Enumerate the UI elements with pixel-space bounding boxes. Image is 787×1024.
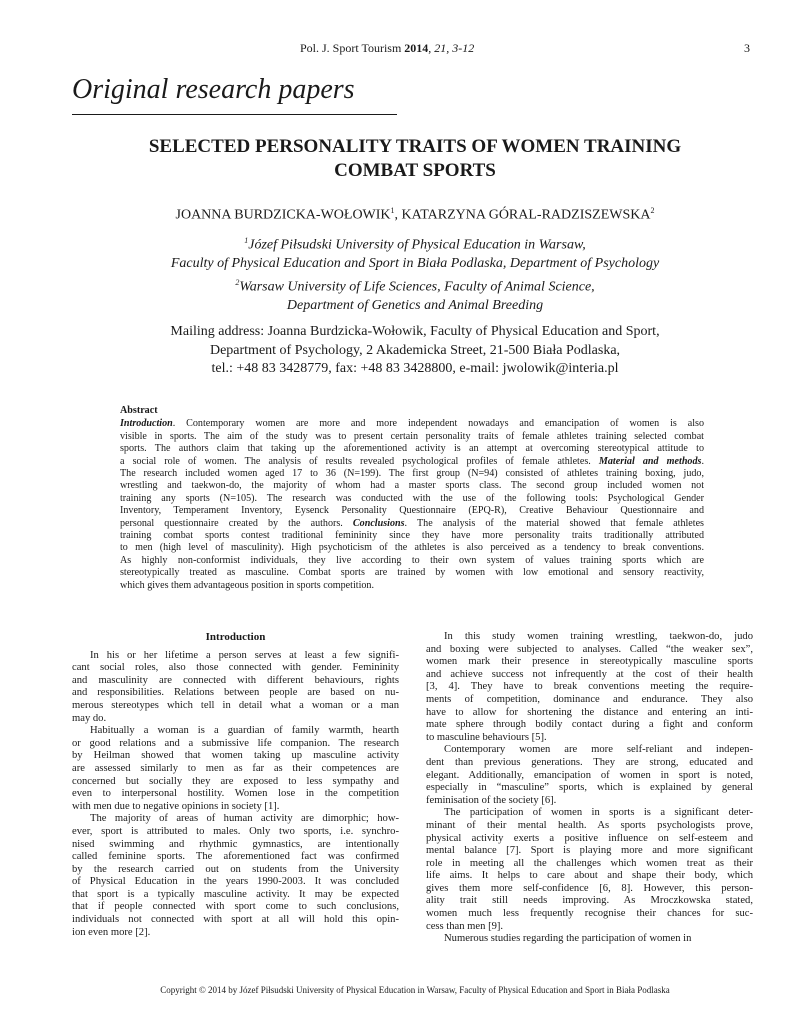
mailing-line: Mailing address: Joanna Burdzicka-Wołowik, Faculty of Physical Education and Sport, [170,324,660,339]
affiliation-mark: 2 [235,277,240,287]
abstract-label-introduction: Introduction [120,418,173,430]
text-line: are assessed similarly to men as far as their competences are [72,762,399,774]
journal-volume: 21, 3-12 [434,41,475,55]
abstract-label-methods: Material and methods [598,455,702,467]
text-line: In his or her lifetime a person serves at least a few signifi- [90,649,399,661]
affiliation-text: Józef Piłsudski University of Physical Education in Warsaw, [248,237,586,253]
text-line: by the research carried out on students from the University [72,863,399,875]
abstract-line: training combat sports contest traditional femininity since they have more personality traits traditionally attributed [120,530,704,542]
author-2: KATARZYNA GÓRAL-RADZISZEWSKA [401,207,651,223]
text-line: physical activity exerts a positive influence on self-esteem and [426,832,753,844]
paragraph [72,725,399,813]
text-line: The majority of areas of human activity are dimorphic; how- [90,813,399,825]
abstract-line: sports. The authors claim that taking up the aforementioned activity is an attempt at overcoming stereotypical attitude to [120,443,704,455]
text-line: or good relations and a submissive life companion. The research [72,737,399,749]
author-separator: , [394,207,402,223]
section-divider [72,114,397,115]
text-line: women mark their presence in stereotypically masculine sports [426,656,753,668]
abstract [120,405,704,592]
text-line: cant social roles, also those connected with gender. Femininity [72,662,399,674]
abstract-line: Inventory, Temperament Inventory, Eysenck Personality Questionnaire (EPQ-R), Creative Behaviour Questionnaire and [120,505,704,517]
abstract-line [120,418,704,430]
introduction-heading: Introduction [205,631,266,643]
text-line: called feminine sports. The aforementioned fact was confirmed [72,851,399,863]
abstract-line: The research included women aged 17 to 36 (N=199). The first group (N=94) consisted of athletes training boxing, judo, [120,468,704,480]
body-column-right [426,631,753,946]
text-line: with men due to negative opinions in society [1]. [72,800,280,812]
journal-year: 2014 [404,41,429,55]
affiliations [72,232,758,315]
text-line: mate sphere through bodily contact during a fight and conform [426,719,753,731]
text-line: life aims. It helps to care about and shape their body, which [426,870,753,882]
paragraph [426,807,753,933]
text-line: ion even more [2]. [72,926,151,938]
abstract-line [120,518,704,530]
abstract-text: . The analysis of the material showed that female athletes [404,517,704,529]
abstract-line: stereotypically treated as masculine. Combat sports are trained by women with low emotional and sensory reactivity, [120,567,704,579]
paragraph [426,744,753,807]
abstract-heading: Abstract [120,405,158,416]
text-line: feminisation of the society [6]. [426,794,557,806]
text-line: ments of competition, dominance and endurance. They also [426,693,753,705]
paragraph [72,813,399,939]
text-line: and boxing were subjected to analyses. Called “the weaker sex”, [426,643,753,655]
affiliation-text: Department of Genetics and Animal Breeding [286,297,544,313]
text-line: and responsibilities. Relations between people are based on nu- [72,687,399,699]
abstract-line: wrestling and taekwon-do, the majority of whom had a master sports class. The second group included women not [120,480,704,492]
journal-reference [300,41,474,56]
text-line: Numerous studies regarding the participation of women in [444,933,692,945]
abstract-line: which gives them advantageous position in sports competition. [120,579,374,591]
text-line: role in meeting all the challenges which women treat as their [426,857,753,869]
text-line: concerned but socially they are exposed to less sympathy and [72,775,399,787]
text-line: ever, sport is attributed to males. Only two sports, i.e. synchro- [72,825,399,837]
affiliation-line [72,297,758,316]
affiliation-mark: 1 [244,236,249,245]
text-line: nised swimming and rhythmic gymnastics, are intentionally [72,838,399,850]
text-line: have to allow for shortening the distance and entering an inti- [426,706,753,718]
paragraph [426,933,753,946]
text-line: and achieve success not infrequently at the cost of their health [426,668,753,680]
paper-title [72,135,758,183]
affiliation-line [72,232,758,255]
text-line: In this study women training wrestling, taekwon-do, judo [444,631,753,642]
text-line: women much less frequently recognise their chances for suc- [426,908,753,920]
mailing-line: Department of Psychology, 2 Akademicka Street, 21-500 Biała Podlaska, [209,342,621,358]
text-line: Habitually a woman is a guardian of family warmth, hearth [90,725,399,737]
text-line: especially in “masculine” sports, which is explained by general [426,782,753,794]
abstract-line [120,456,704,468]
title-line-2: COMBAT SPORTS [334,160,496,181]
text-line: may do. [72,712,107,724]
abstract-text: . [701,455,704,467]
author-1-affiliation-mark: 1 [390,206,395,215]
text-line: minant of their mental health. As sports psychologists prove, [426,819,753,831]
text-line: The participation of women in sports is a significant deter- [444,807,753,819]
abstract-line: visible in sports. The aim of the study was to present certain personality traits of female athletes training selected combat [120,430,704,442]
affiliation-text: Warsaw University of Life Sciences, Faculty of Animal Science, [239,279,595,295]
text-line: elegant. Additionally, emancipation of women in sport is noted, [426,769,753,781]
paragraph [72,650,399,726]
author-2-affiliation-mark: 2 [650,206,655,215]
text-line: of Physical Education in the years 1990-2003. It was concluded [72,876,399,888]
text-line: that if people connected with sport come to such conclusions, [72,901,399,913]
title-line-1: SELECTED PERSONALITY TRAITS OF WOMEN TRAINING [148,136,682,157]
text-line: Contemporary women are more self-reliant and indepen- [444,744,753,756]
body-column-left [72,631,399,939]
abstract-line: training any sports (N=105). The research was conducted with the use of the following tools: Psychological Gender [120,492,704,504]
text-line: to masculine behaviours [5]. [426,731,547,743]
mailing-address [72,323,758,379]
text-line: individuals not connected with sport at all will hold this opin- [72,914,399,926]
affiliation-line [72,255,758,274]
author-list [72,206,758,224]
text-line: even to interpersonal hostility. Women lose in the competition [72,788,399,800]
mailing-line: tel.: +48 83 3428779, fax: +48 83 3428800, e-mail: jwolowik@interia.pl [211,361,619,376]
text-line: ality trait still needs improving. As Mroczkowska stated, [426,895,753,907]
text-line: gives them more self-confidence [6, 8]. However, this person- [426,882,753,894]
text-line: by Heilman showed that women taking up masculine activity [72,750,399,762]
text-line: [3, 4]. They have to break conventions meeting the require- [426,681,753,693]
abstract-text: . Contemporary women are more and more independent nowadays and emancipation of women is also [172,418,704,430]
paragraph [426,631,753,744]
text-line: mental balance [7]. Sport is playing more and more significant [426,845,753,857]
page-number: 3 [744,41,750,55]
abstract-text: a social role of women. The analysis of results revealed psychological profiles of female athletes. [120,455,599,467]
text-line: cess than men [9]. [426,920,504,932]
copyright-footer: Copyright © 2014 by Józef Piłsudski University of Physical Education in Warsaw, Faculty of Physical Education and Sport in Biała Podlaska [160,985,670,995]
text-line: dent than previous generations. They are strong, educated and [426,756,753,768]
abstract-line: As highly non-conformist individuals, they live according to their own system of values training sports which are [120,554,704,566]
abstract-line: to men (high level of masculinity). High psychoticism of the athletes is also perceived as a tendency to break conventions. [120,542,704,554]
journal-name: Pol. J. Sport Tourism [300,41,405,55]
author-1: JOANNA BURDZICKA-WOŁOWIK [175,207,391,223]
text-line: merous stereotypes which tell in detail what a woman or a man [72,699,399,711]
affiliation-text: Faculty of Physical Education and Sport in Biała Podlaska, Department of Psychology [170,256,660,272]
text-line: that sport is a typically masculine activity. It may be expected [72,888,399,900]
text-line: and masculinity are connected with different behaviours, rights [72,674,399,686]
abstract-text: personal questionnaire created by the authors. [120,517,353,529]
journal-comma: , [428,41,435,55]
abstract-label-conclusions: Conclusions [352,517,405,529]
section-heading: Original research papers [72,74,355,105]
affiliation-line [72,274,758,297]
